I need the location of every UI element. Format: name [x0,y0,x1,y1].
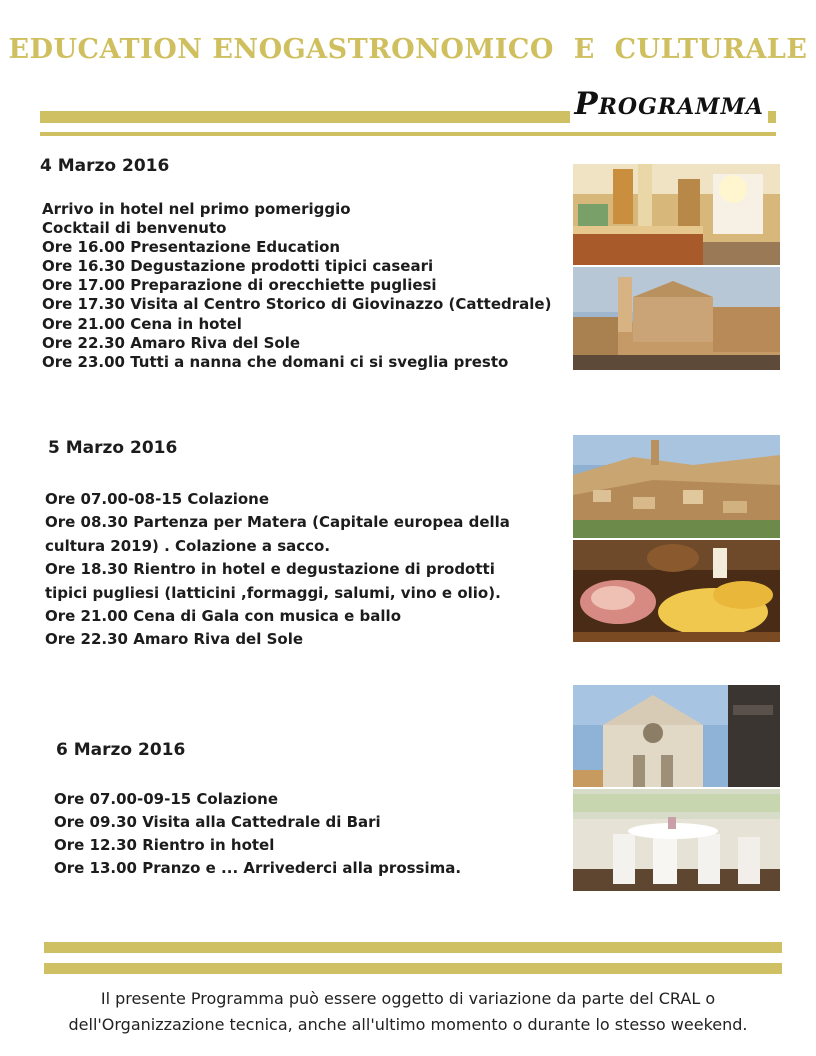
schedule-item: Ore 16.00 Presentazione Education [42,238,341,257]
disclaimer-footer [0,986,816,1038]
schedule-item: Ore 07.00-09-15 Colazione [54,790,279,808]
schedule-item: Ore 07.00-08-15 Colazione [45,490,270,508]
schedule-item: Ore 18.30 Rientro in hotel e degustazione di prodotti tipici pugliesi (latticini ,formaggi, salumi, vino e olio). [45,560,501,602]
schedule-item: Arrivo in hotel nel primo pomeriggio [42,200,351,218]
day-1-date: 4 Marzo 2016 [40,156,170,176]
header-band-thin [40,132,776,136]
disclaimer-line-2: dell'Organizzazione tecnica, anche all'ultimo momento o durante lo stesso weekend. [68,1015,748,1034]
giovinazzo-cathedral-photo [573,267,780,370]
schedule-item: Ore 09.30 Visita alla Cattedrale di Bari [54,813,381,831]
schedule-item: Ore 21.00 Cena di Gala con musica e ballo [45,607,401,626]
schedule-item: Ore 12.30 Rientro in hotel [54,836,275,854]
day-1-schedule [42,200,562,372]
schedule-item: Ore 21.00 Cena in hotel [42,314,242,333]
schedule-item: Ore 17.00 Preparazione di orecchiette pugliesi [42,276,437,295]
footer-band-2 [44,963,782,974]
day-3-schedule [54,788,534,880]
program-subtitle: Programma [570,84,768,124]
day-2-schedule [45,488,540,652]
hotel-lobby-photo [573,164,780,265]
disclaimer-line-1: Il presente Programma può essere oggetto di variazione da parte del CRAL o [100,989,716,1008]
schedule-item: Ore 22.30 Amaro Riva del Sole [45,630,304,649]
day-3-date: 6 Marzo 2016 [56,740,186,760]
document-title: EDUCATION ENOGASTRONOMICO E CULTURALE [8,34,808,65]
banquet-hall-photo [573,789,780,891]
typical-food-photo [573,540,780,642]
bari-cathedral-photo [573,685,780,787]
schedule-item: Ore 16.30 Degustazione prodotti tipici caseari [42,257,434,276]
matera-photo [573,435,780,538]
schedule-item: Ore 13.00 Pranzo e ... Arrivederci alla prossima. [54,859,462,877]
day-2-date: 5 Marzo 2016 [48,438,178,458]
schedule-item: Cocktail di benvenuto [42,219,227,238]
schedule-item: Ore 23.00 Tutti a nanna che domani ci si sveglia presto [42,352,509,371]
footer-band-1 [44,942,782,953]
schedule-item: Ore 08.30 Partenza per Matera (Capitale europea della cultura 2019) . Colazione a sacco. [45,513,510,555]
schedule-item: Ore 17.30 Visita al Centro Storico di Giovinazzo (Cattedrale) [42,295,552,314]
schedule-item: Ore 22.30 Amaro Riva del Sole [42,333,301,352]
